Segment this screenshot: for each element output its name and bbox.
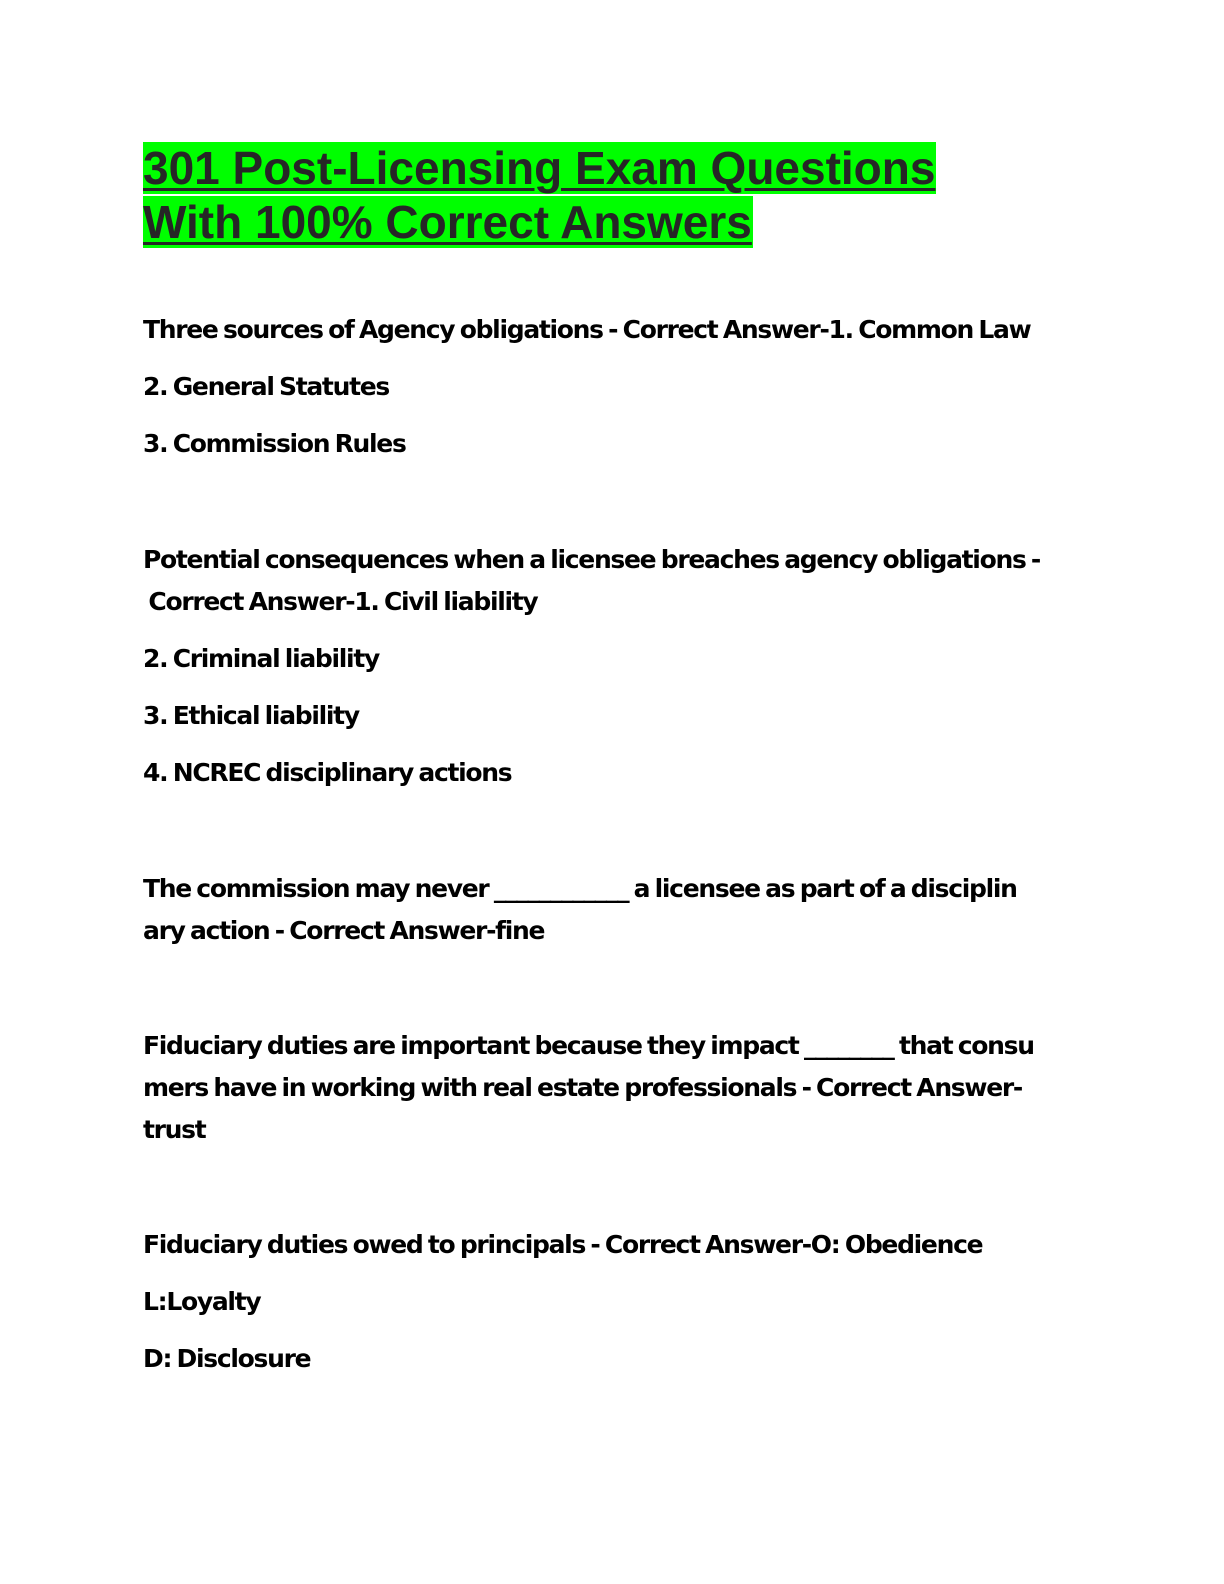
q1-text: Three sources of Agency obligations - Correct Answer-1. Common Law (143, 315, 1031, 344)
document-title (143, 141, 1043, 249)
q1-answer-item-2: 2. General Statutes (143, 372, 389, 401)
title-line-1: 301 Post-Licensing Exam Questions (143, 142, 936, 194)
q4-text-continued: mers have in working with real estate professionals - Correct Answer- (143, 1073, 1022, 1102)
q2-answer-item-2: 2. Criminal liability (143, 644, 379, 673)
q2-answer-item-4: 4. NCREC disciplinary actions (143, 758, 512, 787)
q1-answer-item-3: 3. Commission Rules (143, 429, 406, 458)
q2-text: Potential consequences when a licensee breaches agency obligations - (143, 545, 1041, 574)
q2-answer: Correct Answer-1. Civil liability (143, 587, 538, 616)
q3-answer: ary action - Correct Answer-fine (143, 916, 545, 945)
q4-text: Fiduciary duties are important because they impact ________ that consu (143, 1031, 1034, 1060)
q4-answer: trust (143, 1115, 206, 1144)
q5-text: Fiduciary duties owed to principals - Correct Answer-O: Obedience (143, 1230, 983, 1259)
q2-answer-item-3: 3. Ethical liability (143, 701, 359, 730)
q5-answer-item-l: L:Loyalty (143, 1287, 261, 1316)
q5-answer-item-d: D: Disclosure (143, 1344, 311, 1373)
q3-text: The commission may never ____________ a licensee as part of a disciplin (143, 874, 1017, 903)
title-line-2: With 100% Correct Answers (143, 196, 752, 248)
